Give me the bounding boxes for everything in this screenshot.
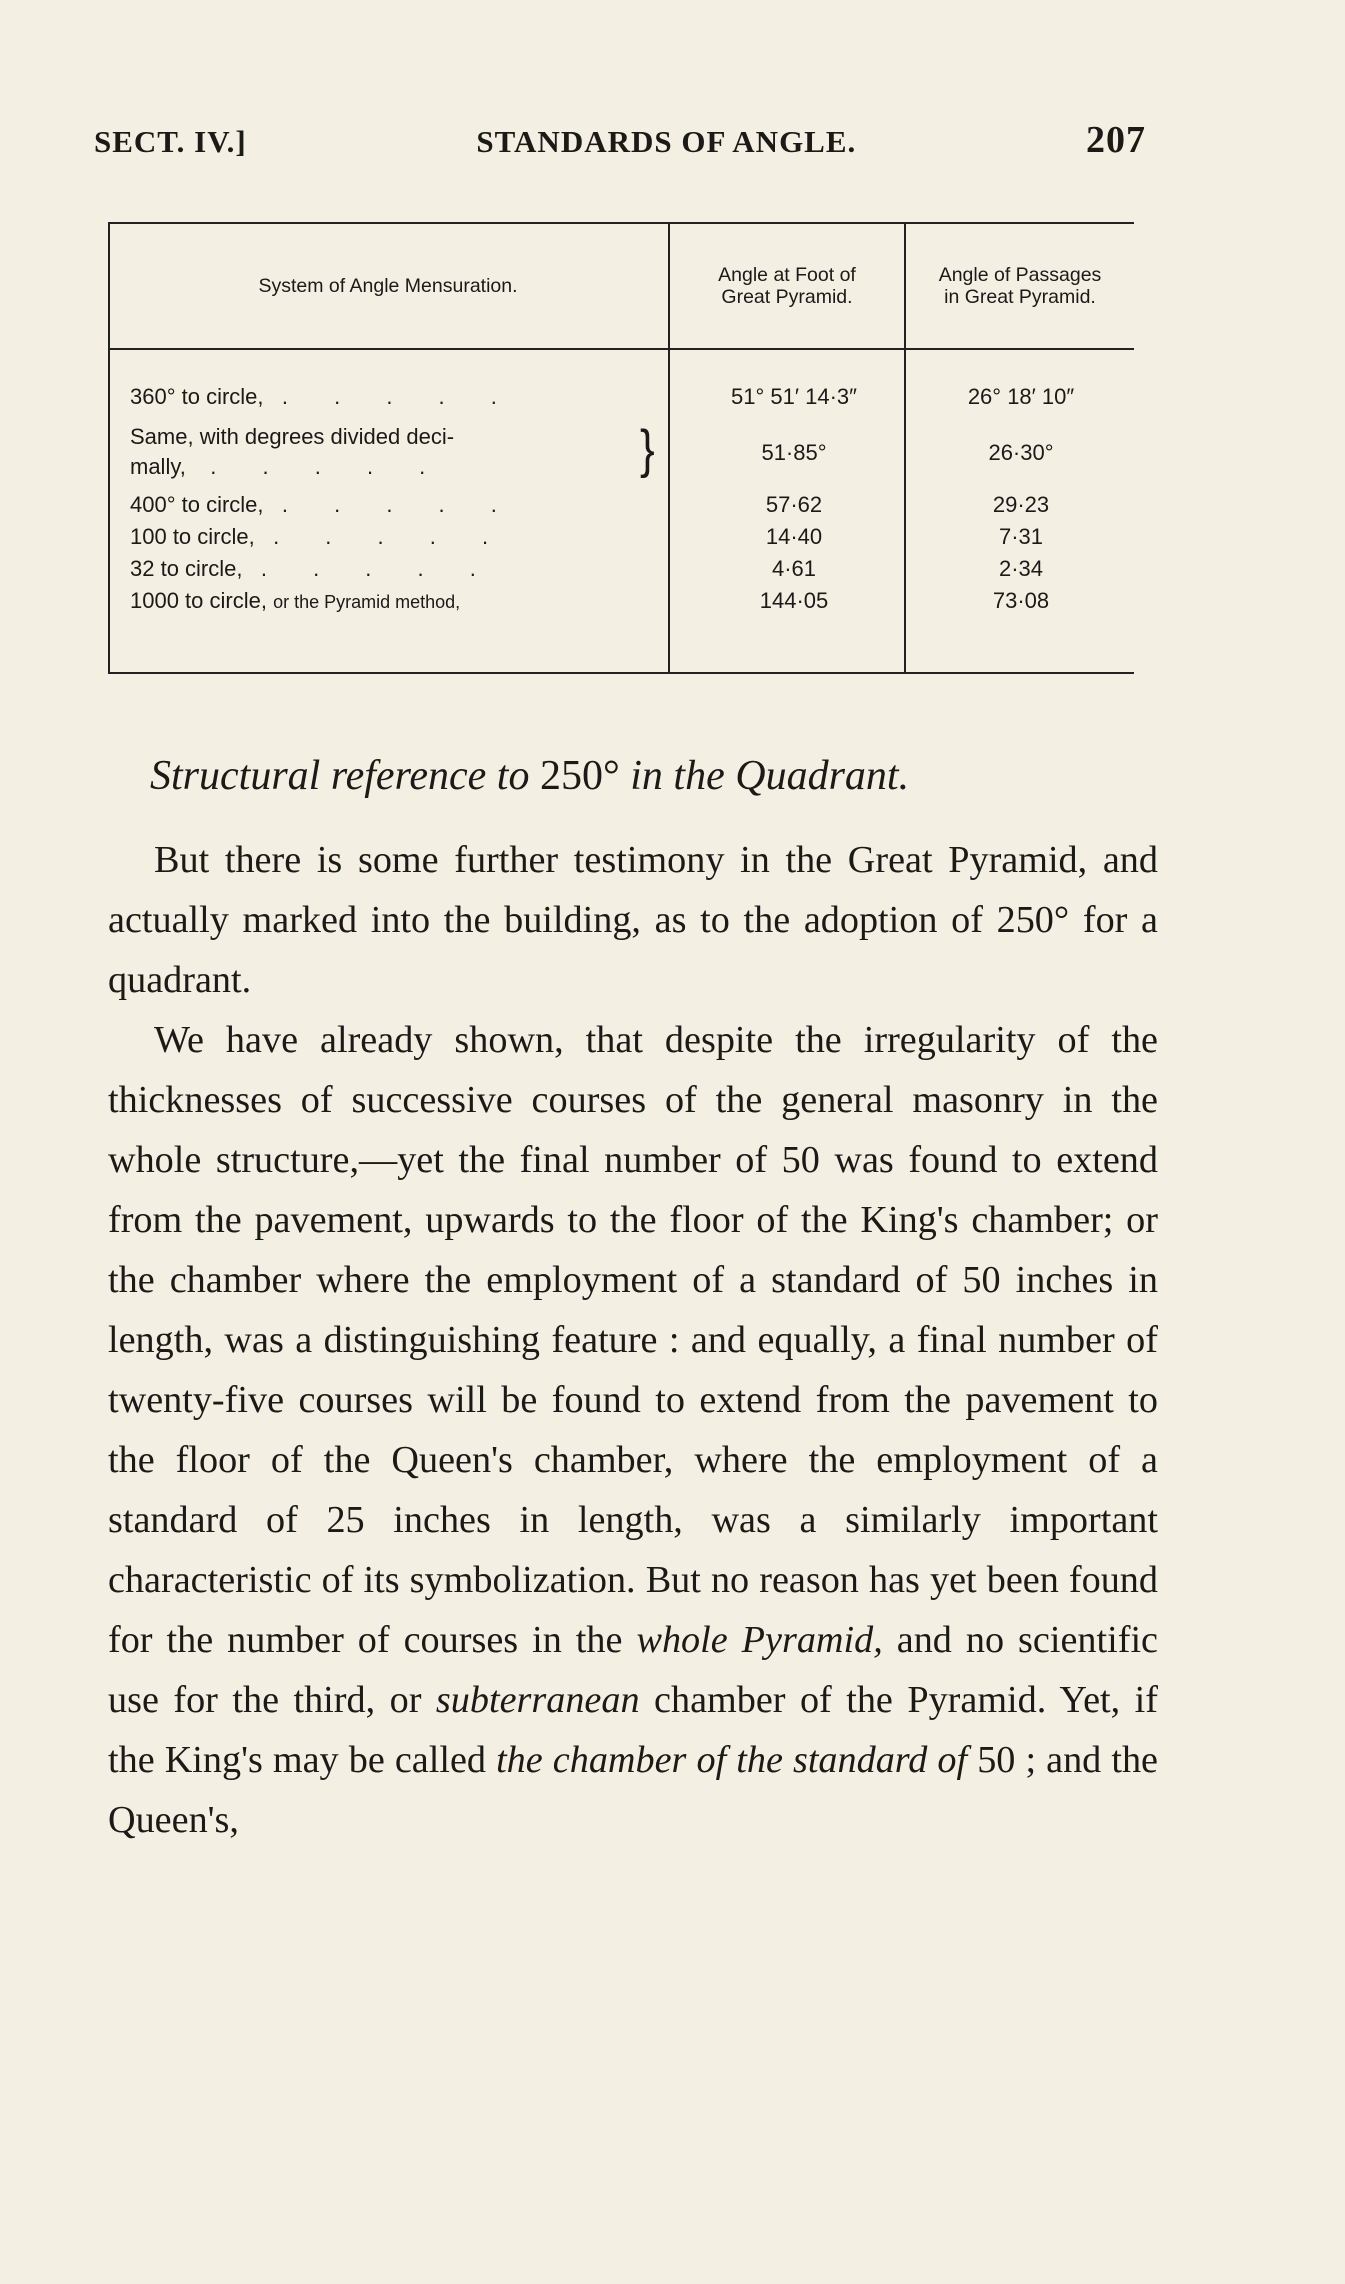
table-row: Same, with degrees divided deci- mally, . . . . . } 51·85° 26·30° (108, 422, 1134, 486)
foot-value: 57·62 (765, 492, 823, 517)
header-system: System of Angle Mensuration. (258, 275, 518, 297)
foot-value: 51·85° (761, 440, 827, 465)
paragraph-1: But there is some further testimony in the Great Pyramid, and actually marked into the building, as to the adoption of 250° for a quadrant. (108, 839, 1158, 1001)
paragraph-2: We have already shown, that despite the irregularity of the thicknesses of successive courses of the general masonry in the whole structure,—yet the final number of 50 was found to extend from the pavement, upwards to the floor of the King's chamber; or the chamber where the employment of a standard of 50 inches in length, was a distinguishing feature : and equally, a final number of twenty-five courses will be found to extend from the pavement to the floor of the Queen's chamber, where the employment of a standard of 25 inches in length, was a similarly important characteristic of its symbolization. But no reason has yet been found for the number of courses in the whole Pyramid, and no scientific use for the third, or subterranean chamber of the Pyramid. Yet, if the King's may be called the chamber of the standard of 50 ; and the Queen's, (108, 1019, 1159, 1841)
running-title: STANDARDS OF ANGLE. (476, 124, 857, 159)
foot-value: 144·05 (759, 588, 829, 613)
section-subheading: Structural reference to 250° in the Quadrant. (150, 753, 910, 799)
passages-value: 73·08 (992, 588, 1050, 613)
passages-value: 2·34 (998, 556, 1044, 581)
running-header (94, 118, 1146, 162)
passages-value: 7·31 (998, 524, 1044, 549)
angle-table: System of Angle Mensuration. Angle at Foot of Great Pyramid. Angle of Passages in Great Pyramid. 360° to circle, . . . . . 51° 51′ 14·3″ 26° 18′ 10″ Same, with degrees divided deci- mally, . . . . . } 51·85° 26·30° 400° to circle, . . . . . 57·62 29·23 100 to circle, . . . . . 14·40 7·31 32 to circle, . . . . . 4·61 2·34 1000 to circle, or the Pyramid method, 144·05 73·08 (108, 222, 1134, 674)
table-header-rule (108, 348, 1134, 350)
header-angle-passages: Angle of Passages in Great Pyramid. (938, 264, 1102, 308)
brace-glyph: } (640, 420, 655, 479)
passages-value: 29·23 (992, 492, 1050, 517)
foot-value: 14·40 (765, 524, 823, 549)
header-angle-foot: Angle at Foot of Great Pyramid. (718, 264, 856, 308)
body-text (108, 830, 1158, 1850)
passages-value: 26·30° (988, 440, 1054, 465)
foot-value: 51° 51′ 14·3″ (731, 384, 857, 409)
page-number: 207 (1085, 119, 1146, 161)
section-label: SECT. IV.] (94, 124, 247, 159)
passages-value: 26° 18′ 10″ (967, 384, 1075, 409)
foot-value: 4·61 (771, 556, 817, 581)
